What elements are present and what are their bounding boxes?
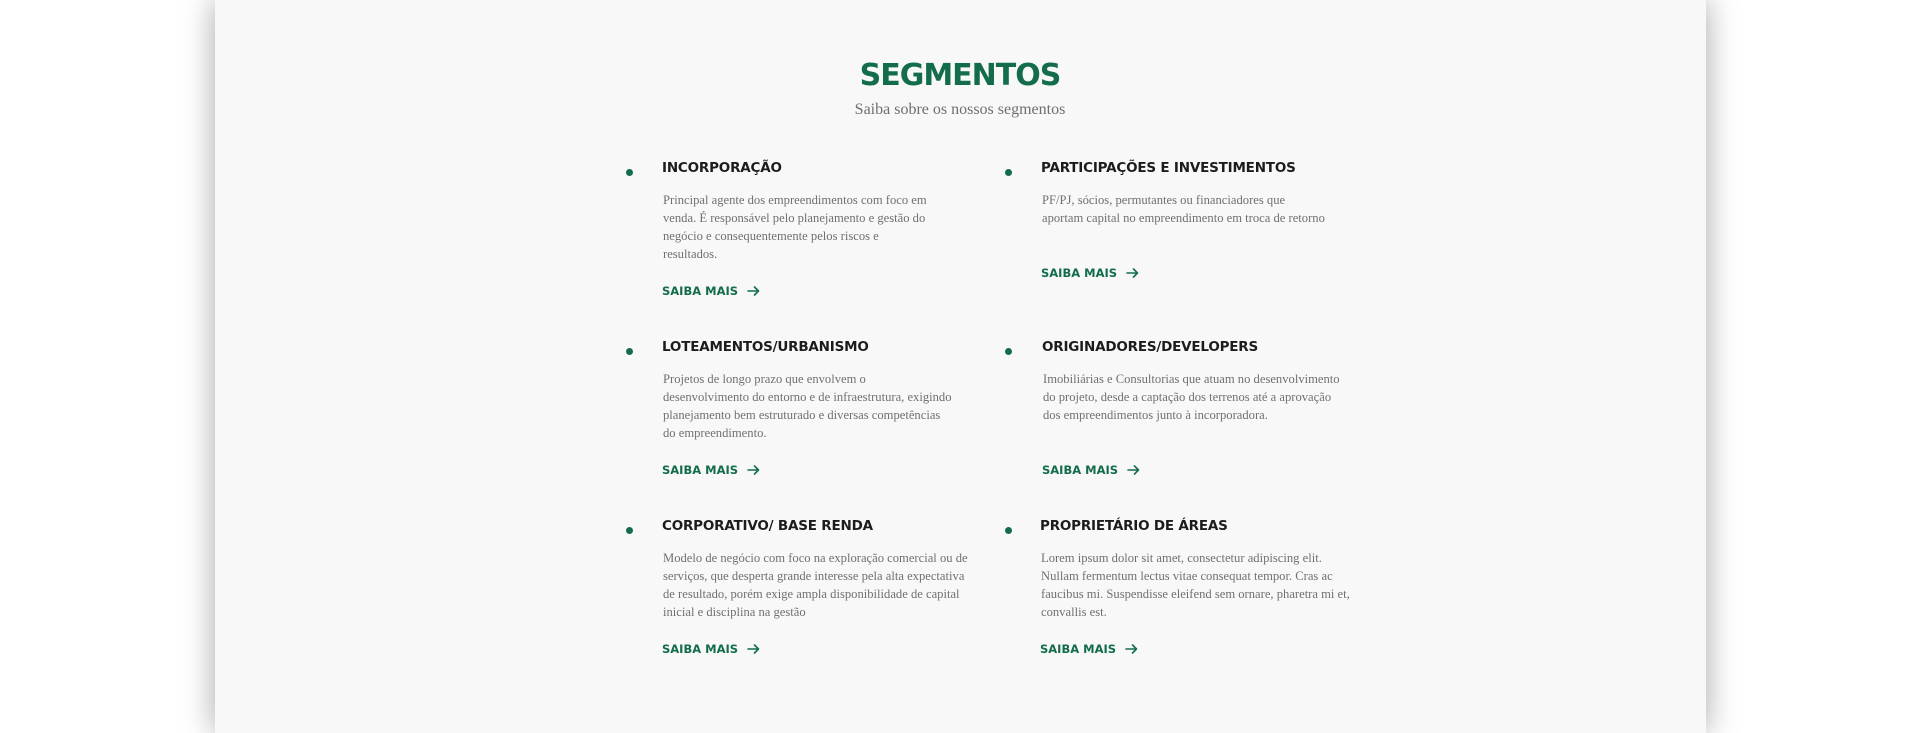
- segment-description: Principal agente dos empreendimentos com foco em venda. É responsável pelo planejamento e gestão do negócio e consequentemente pelos riscos e resultados.: [663, 193, 927, 261]
- dot-bullet-icon: [626, 348, 633, 355]
- link-label: SAIBA MAIS: [1040, 642, 1117, 656]
- dot-bullet-icon: [1005, 527, 1012, 534]
- saiba-mais-link[interactable]: [1040, 642, 1138, 656]
- link-label: SAIBA MAIS: [1041, 266, 1118, 280]
- arrow-right-icon: [747, 286, 760, 296]
- link-label: SAIBA MAIS: [1042, 463, 1119, 477]
- arrow-right-icon: [747, 644, 760, 654]
- segment-description: Projetos de longo prazo que envolvem o desenvolvimento do entorno e de infraestrutura, exigindo planejamento bem estruturado e diversas competências do empreendimento.: [663, 372, 952, 440]
- link-label: SAIBA MAIS: [662, 463, 739, 477]
- arrow-right-icon: [1127, 465, 1140, 475]
- segment-title: PARTICIPAÇÕES E INVESTIMENTOS: [1041, 160, 1296, 176]
- segment-title: PROPRIETÁRIO DE ÁREAS: [1040, 518, 1228, 534]
- segment-title: ORIGINADORES/DEVELOPERS: [1042, 339, 1259, 355]
- segment-title: INCORPORAÇÃO: [662, 160, 782, 176]
- segment-description: PF/PJ, sócios, permutantes ou financiadores que aportam capital no empreendimento em troca de retorno: [1042, 193, 1325, 225]
- link-label: SAIBA MAIS: [662, 642, 739, 656]
- saiba-mais-link[interactable]: [662, 463, 760, 477]
- arrow-right-icon: [1125, 644, 1138, 654]
- dot-bullet-icon: [626, 169, 633, 176]
- saiba-mais-link[interactable]: [1041, 266, 1139, 280]
- dot-bullet-icon: [1005, 169, 1012, 176]
- segment-title: CORPORATIVO/ BASE RENDA: [662, 518, 873, 534]
- segment-description: Lorem ipsum dolor sit amet, consectetur adipiscing elit. Nullam fermentum lectus vitae consequat tempor. Cras ac faucibus mi. Suspendisse eleifend sem ornare, pharetra mi et, convallis est.: [1041, 551, 1350, 619]
- section-title: SEGMENTOS: [859, 58, 1061, 93]
- arrow-right-icon: [747, 465, 760, 475]
- saiba-mais-link[interactable]: [662, 284, 760, 298]
- segment-title: LOTEAMENTOS/URBANISMO: [662, 339, 869, 355]
- saiba-mais-link[interactable]: [662, 642, 760, 656]
- segment-description: Modelo de negócio com foco na exploração comercial ou de serviços, que desperta grande interesse pela alta expectativa de resultado, porém exige ampla disponibilidade de capital inicial e disciplina na gestão: [663, 551, 968, 619]
- saiba-mais-link[interactable]: [1042, 463, 1140, 477]
- dot-bullet-icon: [1005, 348, 1012, 355]
- segment-description: Imobiliárias e Consultorias que atuam no desenvolvimento do projeto, desde a captação dos terrenos até a aprovação dos empreendimentos junto à incorporadora.: [1043, 372, 1340, 422]
- arrow-right-icon: [1126, 268, 1139, 278]
- section-subtitle: Saiba sobre os nossos segmentos: [854, 101, 1066, 118]
- link-label: SAIBA MAIS: [662, 284, 739, 298]
- dot-bullet-icon: [626, 527, 633, 534]
